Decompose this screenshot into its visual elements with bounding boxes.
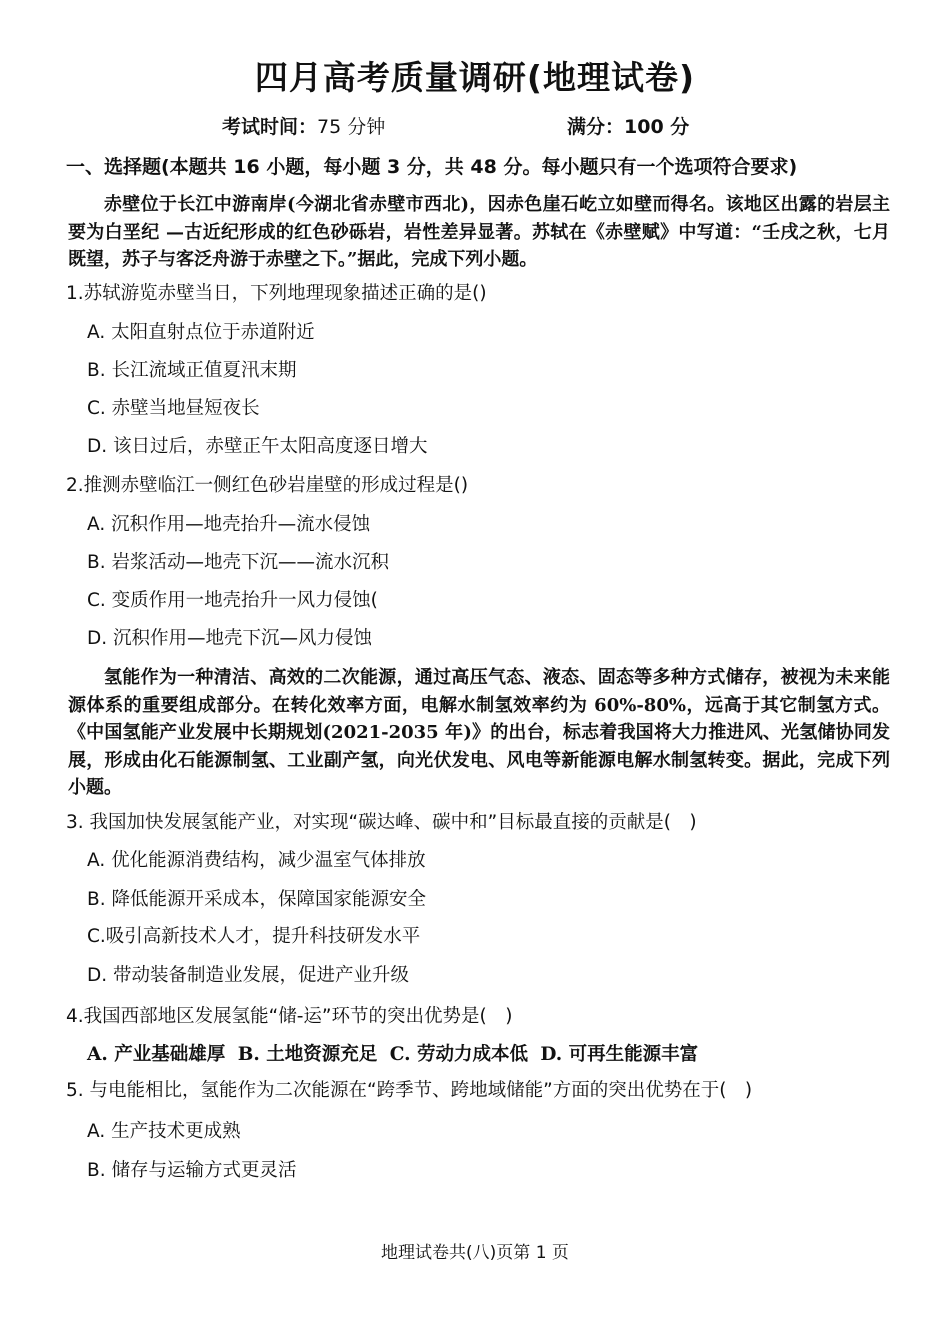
passage-chibi: 赤壁位于长江中游南岸(今湖北省赤壁市西北)，因赤色崖石屹立如壁而得名。该地区出露的岩层主要为白垩纪 —古近纪形成的红色砂砾岩，岩性差异显著。苏轼在《赤壁赋》中写道：“壬戌之秋，七月既望，苏子与客泛舟游于赤壁之下。”据此，完成下列小题。 bbox=[68, 194, 890, 270]
exam-time bbox=[222, 112, 385, 139]
question-3-option-b[interactable]: B. 降低能源开采成本，保障国家能源安全 bbox=[87, 889, 426, 910]
question-3-option-d[interactable]: D. 带动装备制造业发展，促进产业升级 bbox=[87, 965, 410, 986]
question-2-option-d[interactable]: D. 沉积作用—地壳下沉—风力侵蚀 bbox=[87, 628, 373, 649]
question-5-option-b[interactable]: B. 储存与运输方式更灵活 bbox=[87, 1160, 297, 1181]
question-1-option-b[interactable]: B. 长江流域正值夏汛末期 bbox=[87, 360, 297, 381]
question-5-stem: 5. 与电能相比，氢能作为二次能源在“跨季节、跨地域储能”方面的突出优势在于( ) bbox=[66, 1080, 753, 1101]
question-4-stem: 4.我国西部地区发展氢能“储-运”环节的突出优势是( ) bbox=[66, 1006, 513, 1027]
question-3-stem: 3. 我国加快发展氢能产业，对实现“碳达峰、碳中和”目标最直接的贡献是( ) bbox=[66, 812, 697, 833]
question-1-option-c[interactable]: C. 赤壁当地昼短夜长 bbox=[87, 398, 260, 419]
exam-time-label: 考试时间： bbox=[222, 116, 318, 138]
question-3-option-a[interactable]: A. 优化能源消费结构，减少温室气体排放 bbox=[87, 850, 426, 871]
section-heading: 一、选择题(本题共 16 小题，每小题 3 分，共 48 分。每小题只有一个选项符合要求) bbox=[66, 156, 798, 178]
exam-title: 四月高考质量调研(地理试卷) bbox=[254, 58, 696, 97]
question-3-option-c[interactable]: C.吸引高新技术人才，提升科技研发水平 bbox=[87, 926, 421, 947]
question-1-stem: 1.苏轼游览赤壁当日，下列地理现象描述正确的是() bbox=[66, 283, 487, 304]
page-footer: 地理试卷共(八)页第 1 页 bbox=[381, 1243, 569, 1263]
question-2-option-b[interactable]: B. 岩浆活动—地壳下沉——流水沉积 bbox=[87, 552, 389, 573]
question-1-option-a[interactable]: A. 太阳直射点位于赤道附近 bbox=[87, 322, 315, 343]
question-2-stem: 2.推测赤壁临江一侧红色砂岩崖壁的形成过程是() bbox=[66, 475, 469, 496]
question-2-option-c[interactable]: C. 变质作用一地壳抬升一风力侵蚀( bbox=[87, 590, 378, 611]
passage-hydrogen: 氢能作为一种清洁、高效的二次能源，通过高压气态、液态、固态等多种方式储存，被视为未来能源体系的重要组成部分。在转化效率方面，电解水制氢效率约为 60%-80%，远高于其它制氢方式。《中国氢能产业发展中长期规划(2021-2035 年)》的出台，标志着我国将大力推进风、光氢储协同发展，形成由化石能源制氢、工业副产氢，向光伏发电、风电等新能源电解水制氢转变。据此，完成下列小题。 bbox=[68, 667, 890, 798]
question-1-option-d[interactable]: D. 该日过后，赤壁正午太阳高度逐日增大 bbox=[87, 436, 428, 457]
exam-time-value: 75 分钟 bbox=[317, 116, 386, 138]
question-5-option-a[interactable]: A. 生产技术更成熟 bbox=[87, 1121, 241, 1142]
question-4-option-b[interactable]: B. 土地资源充足 bbox=[237, 1044, 378, 1065]
exam-full-score: 满分：100 分 bbox=[567, 116, 690, 138]
question-4-options bbox=[87, 1040, 704, 1066]
question-4-option-d[interactable]: D. 可再生能源丰富 bbox=[540, 1044, 699, 1065]
question-4-option-a[interactable]: A. 产业基础雄厚 bbox=[87, 1044, 226, 1065]
question-2-option-a[interactable]: A. 沉积作用—地壳抬升—流水侵蚀 bbox=[87, 514, 371, 535]
question-4-option-c[interactable]: C. 劳动力成本低 bbox=[389, 1044, 528, 1065]
